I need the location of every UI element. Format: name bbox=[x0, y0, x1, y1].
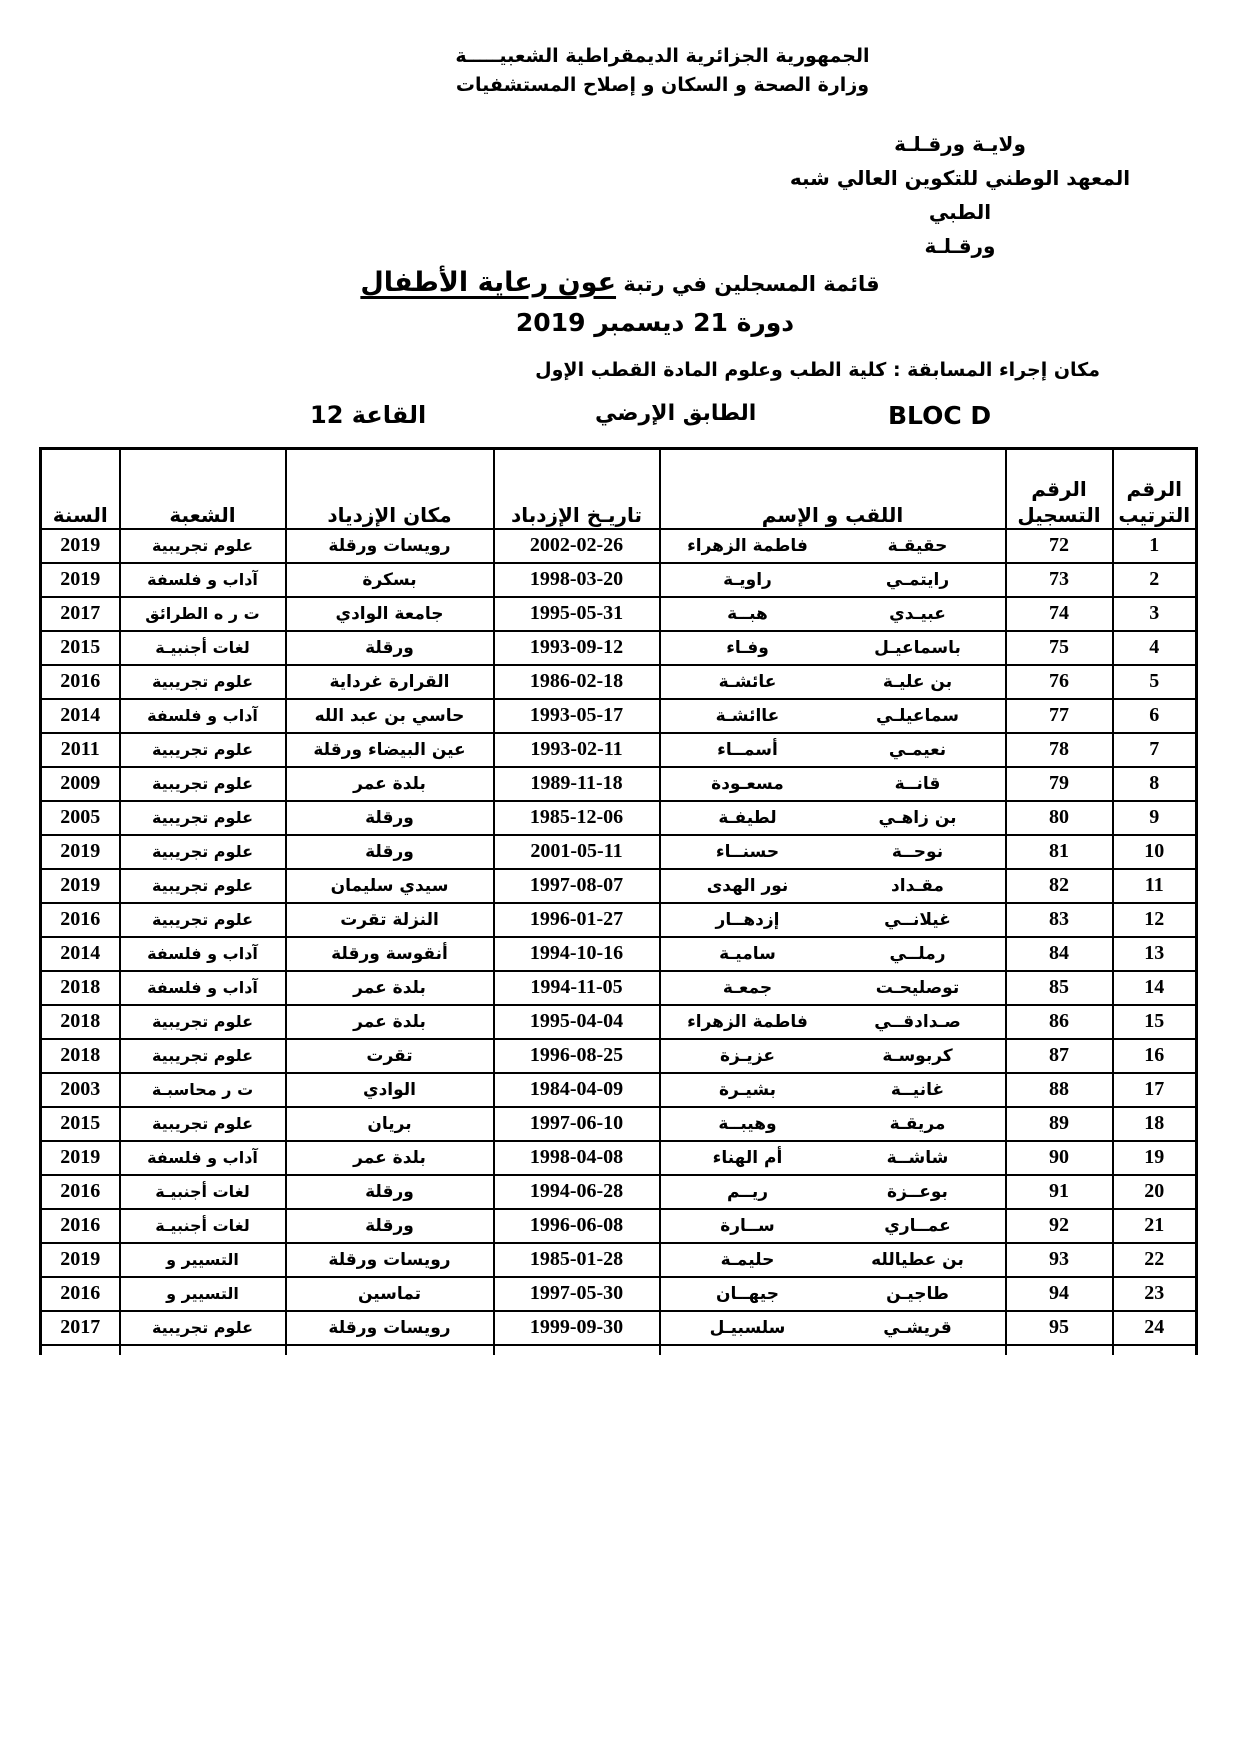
table-row bbox=[41, 1141, 1197, 1175]
header-registration-number: الرقم التسجيل bbox=[1006, 448, 1113, 529]
birth-place-cell: ورقلة bbox=[286, 631, 494, 665]
surname-text: حقيقـة bbox=[887, 535, 948, 556]
birth-place-cell: حاسي بن عبد الله bbox=[286, 699, 494, 733]
year-cell: 2015 bbox=[41, 631, 120, 665]
birth-date-cell: 1986-02-18 bbox=[494, 665, 660, 699]
name-wrap bbox=[663, 1148, 1003, 1168]
birth-place-cell: ورقلة bbox=[286, 801, 494, 835]
year-cell: 2019 bbox=[41, 1243, 120, 1277]
birth-date-cell: 1996-06-08 bbox=[494, 1209, 660, 1243]
surname-text: شاشــة bbox=[886, 1147, 949, 1168]
surname-text: بن عليـة bbox=[882, 671, 953, 692]
given-name-text: أم الهناء bbox=[712, 1147, 783, 1168]
order-cell: 21 bbox=[1113, 1209, 1197, 1243]
registration-cell: 75 bbox=[1006, 631, 1113, 665]
order-cell: 15 bbox=[1113, 1005, 1197, 1039]
session-date-line: دورة 21 ديسمبر 2019 bbox=[515, 307, 795, 337]
year-cell: 2019 bbox=[41, 869, 120, 903]
birth-date-cell: 1993-02-11 bbox=[494, 733, 660, 767]
title-prefix: قائمة المسجلين في رتبة bbox=[616, 271, 880, 296]
name-wrap bbox=[663, 638, 1003, 658]
name-cell bbox=[660, 1107, 1006, 1141]
candidates-table bbox=[39, 447, 1198, 1355]
header-branch: الشعبة bbox=[120, 448, 286, 529]
branch-cell: آداب و فلسفة bbox=[120, 971, 286, 1005]
table-row bbox=[41, 1209, 1197, 1243]
stub-cell bbox=[660, 1345, 1006, 1355]
branch-cell: علوم تجريبية bbox=[120, 1005, 286, 1039]
birth-date-cell: 1997-05-30 bbox=[494, 1277, 660, 1311]
order-cell: 23 bbox=[1113, 1277, 1197, 1311]
year-cell: 2005 bbox=[41, 801, 120, 835]
branch-cell: علوم تجريبية bbox=[120, 903, 286, 937]
registration-cell: 85 bbox=[1006, 971, 1113, 1005]
stub-cell bbox=[494, 1345, 660, 1355]
table-row bbox=[41, 699, 1197, 733]
birth-date-cell: 1997-08-07 bbox=[494, 869, 660, 903]
registration-cell: 84 bbox=[1006, 937, 1113, 971]
name-cell bbox=[660, 1141, 1006, 1175]
given-name-text: بشيـرة bbox=[718, 1079, 777, 1100]
birth-place-cell: جامعة الوادي bbox=[286, 597, 494, 631]
order-cell: 24 bbox=[1113, 1311, 1197, 1345]
birth-place-cell: ورقلة bbox=[286, 835, 494, 869]
branch-cell: آداب و فلسفة bbox=[120, 699, 286, 733]
name-cell bbox=[660, 597, 1006, 631]
branch-cell: علوم تجريبية bbox=[120, 1311, 286, 1345]
surname-text: غيلانــي bbox=[884, 909, 951, 930]
branch-cell: علوم تجريبية bbox=[120, 529, 286, 563]
table-row bbox=[41, 665, 1197, 699]
stub-cell bbox=[286, 1345, 494, 1355]
name-wrap bbox=[663, 706, 1003, 726]
name-cell bbox=[660, 1277, 1006, 1311]
order-cell: 17 bbox=[1113, 1073, 1197, 1107]
given-name-text: أسمــاء bbox=[717, 739, 778, 760]
birth-place-cell: رويسات ورقلة bbox=[286, 529, 494, 563]
order-cell: 12 bbox=[1113, 903, 1197, 937]
birth-date-cell: 1996-08-25 bbox=[494, 1039, 660, 1073]
name-cell bbox=[660, 1039, 1006, 1073]
year-cell: 2003 bbox=[41, 1073, 120, 1107]
name-wrap bbox=[663, 1012, 1003, 1032]
name-cell bbox=[660, 665, 1006, 699]
branch-cell: علوم تجريبية bbox=[120, 767, 286, 801]
birth-date-cell: 1994-10-16 bbox=[494, 937, 660, 971]
name-wrap bbox=[663, 1080, 1003, 1100]
table-row bbox=[41, 1039, 1197, 1073]
given-name-text: حسنــاء bbox=[715, 841, 780, 862]
registration-cell: 88 bbox=[1006, 1073, 1113, 1107]
order-cell: 22 bbox=[1113, 1243, 1197, 1277]
branch-cell: علوم تجريبية bbox=[120, 1107, 286, 1141]
registration-cell: 86 bbox=[1006, 1005, 1113, 1039]
registration-cell: 83 bbox=[1006, 903, 1113, 937]
name-cell bbox=[660, 903, 1006, 937]
given-name-text: فاطمة الزهراء bbox=[687, 1011, 808, 1032]
year-cell: 2019 bbox=[41, 1141, 120, 1175]
table-row bbox=[41, 903, 1197, 937]
year-cell: 2018 bbox=[41, 1005, 120, 1039]
birth-date-cell: 1998-04-08 bbox=[494, 1141, 660, 1175]
stub-cell bbox=[1113, 1345, 1197, 1355]
name-wrap bbox=[663, 1284, 1003, 1304]
name-wrap bbox=[663, 570, 1003, 590]
order-cell: 13 bbox=[1113, 937, 1197, 971]
birth-date-cell: 1993-05-17 bbox=[494, 699, 660, 733]
birth-place-cell: بريان bbox=[286, 1107, 494, 1141]
table-row bbox=[41, 801, 1197, 835]
given-name-text: إزدهــار bbox=[715, 909, 780, 930]
given-name-text: فاطمة الزهراء bbox=[687, 535, 808, 556]
birth-date-cell: 1994-06-28 bbox=[494, 1175, 660, 1209]
truncated-row-stub bbox=[41, 1345, 1197, 1355]
table-row bbox=[41, 971, 1197, 1005]
order-cell: 14 bbox=[1113, 971, 1197, 1005]
birth-date-cell: 1995-04-04 bbox=[494, 1005, 660, 1039]
birth-date-cell: 1993-09-12 bbox=[494, 631, 660, 665]
year-cell: 2016 bbox=[41, 1175, 120, 1209]
registration-cell: 80 bbox=[1006, 801, 1113, 835]
table-row bbox=[41, 1005, 1197, 1039]
given-name-text: راويـة bbox=[723, 569, 772, 590]
table-row bbox=[41, 1277, 1197, 1311]
given-name-text: ساميـة bbox=[719, 943, 776, 964]
given-name-text: هبــة bbox=[727, 603, 768, 624]
branch-cell: علوم تجريبية bbox=[120, 801, 286, 835]
birth-date-cell: 1997-06-10 bbox=[494, 1107, 660, 1141]
table-header-row bbox=[41, 448, 1197, 529]
city-line: ورقـلـة bbox=[924, 233, 996, 258]
name-wrap bbox=[663, 1318, 1003, 1338]
registration-cell: 76 bbox=[1006, 665, 1113, 699]
name-wrap bbox=[663, 1250, 1003, 1270]
branch-cell: آداب و فلسفة bbox=[120, 1141, 286, 1175]
name-cell bbox=[660, 971, 1006, 1005]
birth-place-cell: بسكرة bbox=[286, 563, 494, 597]
table-row bbox=[41, 1243, 1197, 1277]
year-cell: 2019 bbox=[41, 835, 120, 869]
candidates-tbody bbox=[41, 529, 1197, 1355]
surname-text: باسماعيـل bbox=[874, 637, 961, 658]
surname-text: عمــاري bbox=[884, 1215, 951, 1236]
name-cell bbox=[660, 699, 1006, 733]
year-cell: 2016 bbox=[41, 1209, 120, 1243]
surname-text: نعيمـي bbox=[888, 739, 947, 760]
order-cell: 1 bbox=[1113, 529, 1197, 563]
registration-cell: 82 bbox=[1006, 869, 1113, 903]
surname-text: مريقـة bbox=[889, 1113, 946, 1134]
surname-text: غانيــة bbox=[890, 1079, 945, 1100]
registration-cell: 78 bbox=[1006, 733, 1113, 767]
branch-cell: التسيير و bbox=[120, 1277, 286, 1311]
branch-cell: ت ر ه الطرائق bbox=[120, 597, 286, 631]
given-name-text: وفـاء bbox=[726, 637, 769, 658]
name-wrap bbox=[663, 1114, 1003, 1134]
birth-place-cell: بلدة عمر bbox=[286, 767, 494, 801]
birth-place-cell: النزلة تقرت bbox=[286, 903, 494, 937]
institute-line: المعهد الوطني للتكوين العالي شبه الطبي bbox=[789, 165, 1131, 224]
year-cell: 2018 bbox=[41, 1039, 120, 1073]
given-name-text: وهيبــة bbox=[718, 1113, 777, 1134]
name-cell bbox=[660, 801, 1006, 835]
given-name-text: عزيـزة bbox=[720, 1045, 775, 1066]
name-cell bbox=[660, 733, 1006, 767]
registration-cell: 79 bbox=[1006, 767, 1113, 801]
given-name-text: عائشـة bbox=[718, 671, 777, 692]
name-cell bbox=[660, 1209, 1006, 1243]
year-cell: 2016 bbox=[41, 1277, 120, 1311]
birth-place-cell: ورقلة bbox=[286, 1209, 494, 1243]
registration-cell: 91 bbox=[1006, 1175, 1113, 1209]
surname-text: طاجيـن bbox=[886, 1283, 949, 1304]
name-wrap bbox=[663, 536, 1003, 556]
year-cell: 2019 bbox=[41, 529, 120, 563]
branch-cell: علوم تجريبية bbox=[120, 869, 286, 903]
birth-date-cell: 1989-11-18 bbox=[494, 767, 660, 801]
order-cell: 5 bbox=[1113, 665, 1197, 699]
order-cell: 3 bbox=[1113, 597, 1197, 631]
order-cell: 16 bbox=[1113, 1039, 1197, 1073]
birth-place-cell: سيدي سليمان bbox=[286, 869, 494, 903]
name-wrap bbox=[663, 944, 1003, 964]
name-wrap bbox=[663, 740, 1003, 760]
name-wrap bbox=[663, 842, 1003, 862]
branch-cell: علوم تجريبية bbox=[120, 1039, 286, 1073]
table-row bbox=[41, 733, 1197, 767]
surname-text: بوعــزة bbox=[887, 1181, 948, 1202]
name-wrap bbox=[663, 774, 1003, 794]
document-title bbox=[0, 267, 1240, 298]
branch-cell: علوم تجريبية bbox=[120, 665, 286, 699]
name-cell bbox=[660, 631, 1006, 665]
year-cell: 2016 bbox=[41, 665, 120, 699]
year-cell: 2017 bbox=[41, 1311, 120, 1345]
given-name-text: لطيفـة bbox=[718, 807, 777, 828]
title-rank-underlined: عون رعاية الأطفال bbox=[360, 266, 617, 298]
stub-cell bbox=[120, 1345, 286, 1355]
order-cell: 10 bbox=[1113, 835, 1197, 869]
name-cell bbox=[660, 1311, 1006, 1345]
order-cell: 18 bbox=[1113, 1107, 1197, 1141]
branch-cell: لغات أجنبيـة bbox=[120, 1175, 286, 1209]
registration-cell: 93 bbox=[1006, 1243, 1113, 1277]
name-cell bbox=[660, 869, 1006, 903]
surname-text: قريشـي bbox=[883, 1317, 952, 1338]
table-row bbox=[41, 937, 1197, 971]
wilaya-line: ولايـة ورقـلـة bbox=[894, 131, 1026, 156]
registration-cell: 90 bbox=[1006, 1141, 1113, 1175]
name-cell bbox=[660, 835, 1006, 869]
surname-text: مقـداد bbox=[891, 875, 944, 896]
year-cell: 2017 bbox=[41, 597, 120, 631]
order-cell: 19 bbox=[1113, 1141, 1197, 1175]
order-cell: 4 bbox=[1113, 631, 1197, 665]
given-name-text: نور الهدى bbox=[706, 875, 789, 896]
registration-cell: 92 bbox=[1006, 1209, 1113, 1243]
given-name-text: سلسبيـل bbox=[709, 1317, 786, 1338]
branch-cell: التسيير و bbox=[120, 1243, 286, 1277]
institution-block bbox=[765, 127, 1155, 263]
registration-cell: 87 bbox=[1006, 1039, 1113, 1073]
year-cell: 2014 bbox=[41, 699, 120, 733]
registration-cell: 77 bbox=[1006, 699, 1113, 733]
table-row bbox=[41, 563, 1197, 597]
birth-place-cell: عين البيضاء ورقلة bbox=[286, 733, 494, 767]
birth-place-cell: رويسات ورقلة bbox=[286, 1311, 494, 1345]
branch-cell: آداب و فلسفة bbox=[120, 937, 286, 971]
birth-place-cell: تماسين bbox=[286, 1277, 494, 1311]
birth-date-cell: 1995-05-31 bbox=[494, 597, 660, 631]
birth-date-cell: 1998-03-20 bbox=[494, 563, 660, 597]
surname-text: بن زاهـي bbox=[878, 807, 957, 828]
location-bar bbox=[0, 397, 1240, 441]
table-row bbox=[41, 1107, 1197, 1141]
government-header bbox=[0, 0, 1240, 101]
branch-cell: آداب و فلسفة bbox=[120, 563, 286, 597]
surname-text: توصليحـت bbox=[875, 977, 960, 998]
branch-cell: علوم تجريبية bbox=[120, 733, 286, 767]
birth-date-cell: 1994-11-05 bbox=[494, 971, 660, 1005]
stub-cell bbox=[1006, 1345, 1113, 1355]
name-wrap bbox=[663, 604, 1003, 624]
registration-cell: 74 bbox=[1006, 597, 1113, 631]
registration-cell: 72 bbox=[1006, 529, 1113, 563]
given-name-text: مسعـودة bbox=[711, 773, 784, 794]
surname-text: سماعيلـي bbox=[876, 705, 959, 726]
birth-place-cell: القرارة غرداية bbox=[286, 665, 494, 699]
name-wrap bbox=[663, 910, 1003, 930]
birth-place-cell: بلدة عمر bbox=[286, 1141, 494, 1175]
order-cell: 20 bbox=[1113, 1175, 1197, 1209]
table-row bbox=[41, 1311, 1197, 1345]
table-row bbox=[41, 767, 1197, 801]
given-name-text: ســارة bbox=[720, 1215, 775, 1236]
order-cell: 11 bbox=[1113, 869, 1197, 903]
given-name-text: عاائشـة bbox=[715, 705, 780, 726]
birth-place-cell: تقرت bbox=[286, 1039, 494, 1073]
order-cell: 7 bbox=[1113, 733, 1197, 767]
name-wrap bbox=[663, 1216, 1003, 1236]
registration-cell: 94 bbox=[1006, 1277, 1113, 1311]
birth-date-cell: 2001-05-11 bbox=[494, 835, 660, 869]
given-name-text: ريــم bbox=[726, 1181, 769, 1202]
birth-place-cell: بلدة عمر bbox=[286, 1005, 494, 1039]
name-wrap bbox=[663, 808, 1003, 828]
surname-text: بن عطيالله bbox=[871, 1249, 964, 1270]
surname-text: كربوسـة bbox=[882, 1045, 953, 1066]
stub-cell bbox=[41, 1345, 120, 1355]
birth-date-cell: 1999-09-30 bbox=[494, 1311, 660, 1345]
surname-text: عبيـدي bbox=[889, 603, 946, 624]
table-row bbox=[41, 1073, 1197, 1107]
year-cell: 2016 bbox=[41, 903, 120, 937]
name-wrap bbox=[663, 978, 1003, 998]
gov-line-republic: الجمهورية الجزائرية الديمقراطية الشعبيـــــة bbox=[455, 45, 870, 67]
name-cell bbox=[660, 1073, 1006, 1107]
table-row bbox=[41, 631, 1197, 665]
header-birth-place: مكان الإزدياد bbox=[286, 448, 494, 529]
branch-cell: لغات أجنبيـة bbox=[120, 631, 286, 665]
name-wrap bbox=[663, 672, 1003, 692]
registration-cell: 95 bbox=[1006, 1311, 1113, 1345]
registration-cell: 89 bbox=[1006, 1107, 1113, 1141]
year-cell: 2011 bbox=[41, 733, 120, 767]
order-cell: 6 bbox=[1113, 699, 1197, 733]
birth-place-cell: رويسات ورقلة bbox=[286, 1243, 494, 1277]
name-wrap bbox=[663, 1182, 1003, 1202]
given-name-text: جمعـة bbox=[722, 977, 773, 998]
birth-place-cell: الوادي bbox=[286, 1073, 494, 1107]
header-year: السنة bbox=[41, 448, 120, 529]
surname-text: رملــي bbox=[889, 943, 946, 964]
birth-date-cell: 2002-02-26 bbox=[494, 529, 660, 563]
surname-text: قانــة bbox=[894, 773, 941, 794]
name-wrap bbox=[663, 876, 1003, 896]
surname-text: رايتمـي bbox=[885, 569, 950, 590]
registration-cell: 81 bbox=[1006, 835, 1113, 869]
name-cell bbox=[660, 529, 1006, 563]
birth-date-cell: 1996-01-27 bbox=[494, 903, 660, 937]
name-cell bbox=[660, 1243, 1006, 1277]
room-label: القاعة 12 bbox=[310, 400, 427, 429]
header-birth-date: تاريـخ الإزدباد bbox=[494, 448, 660, 529]
order-cell: 2 bbox=[1113, 563, 1197, 597]
exam-location-line: مكان إجراء المسابقة : كلية الطب وعلوم المادة القطب الإول bbox=[535, 358, 1100, 381]
year-cell: 2009 bbox=[41, 767, 120, 801]
birth-date-cell: 1984-04-09 bbox=[494, 1073, 660, 1107]
table-row bbox=[41, 835, 1197, 869]
table-row bbox=[41, 597, 1197, 631]
birth-place-cell: بلدة عمر bbox=[286, 971, 494, 1005]
branch-cell: ت ر محاسبـة bbox=[120, 1073, 286, 1107]
name-cell bbox=[660, 767, 1006, 801]
table-row bbox=[41, 529, 1197, 563]
year-cell: 2014 bbox=[41, 937, 120, 971]
year-cell: 2019 bbox=[41, 563, 120, 597]
year-cell: 2018 bbox=[41, 971, 120, 1005]
name-cell bbox=[660, 937, 1006, 971]
header-order-number: الرقم الترتيب bbox=[1113, 448, 1197, 529]
name-cell bbox=[660, 1005, 1006, 1039]
given-name-text: حليمـة bbox=[720, 1249, 775, 1270]
branch-cell: لغات أجنبيـة bbox=[120, 1209, 286, 1243]
order-cell: 9 bbox=[1113, 801, 1197, 835]
floor-label: الطابق الإرضي bbox=[595, 400, 757, 426]
birth-place-cell: أنقوسة ورقلة bbox=[286, 937, 494, 971]
registration-cell: 73 bbox=[1006, 563, 1113, 597]
name-cell bbox=[660, 1175, 1006, 1209]
name-wrap bbox=[663, 1046, 1003, 1066]
table-row bbox=[41, 869, 1197, 903]
given-name-text: جيهــان bbox=[716, 1283, 779, 1304]
branch-cell: علوم تجريبية bbox=[120, 835, 286, 869]
surname-text: صـدادقــي bbox=[874, 1011, 961, 1032]
order-cell: 8 bbox=[1113, 767, 1197, 801]
surname-text: نوحــة bbox=[891, 841, 944, 862]
name-cell bbox=[660, 563, 1006, 597]
birth-date-cell: 1985-01-28 bbox=[494, 1243, 660, 1277]
gov-line-ministry: وزارة الصحة و السكان و إصلاح المستشفيات bbox=[455, 74, 870, 97]
birth-date-cell: 1985-12-06 bbox=[494, 801, 660, 835]
birth-place-cell: ورقلة bbox=[286, 1175, 494, 1209]
bloc-label: BLOC D bbox=[888, 400, 992, 430]
header-name: اللقب و الإسم bbox=[660, 448, 1006, 529]
table-row bbox=[41, 1175, 1197, 1209]
year-cell: 2015 bbox=[41, 1107, 120, 1141]
